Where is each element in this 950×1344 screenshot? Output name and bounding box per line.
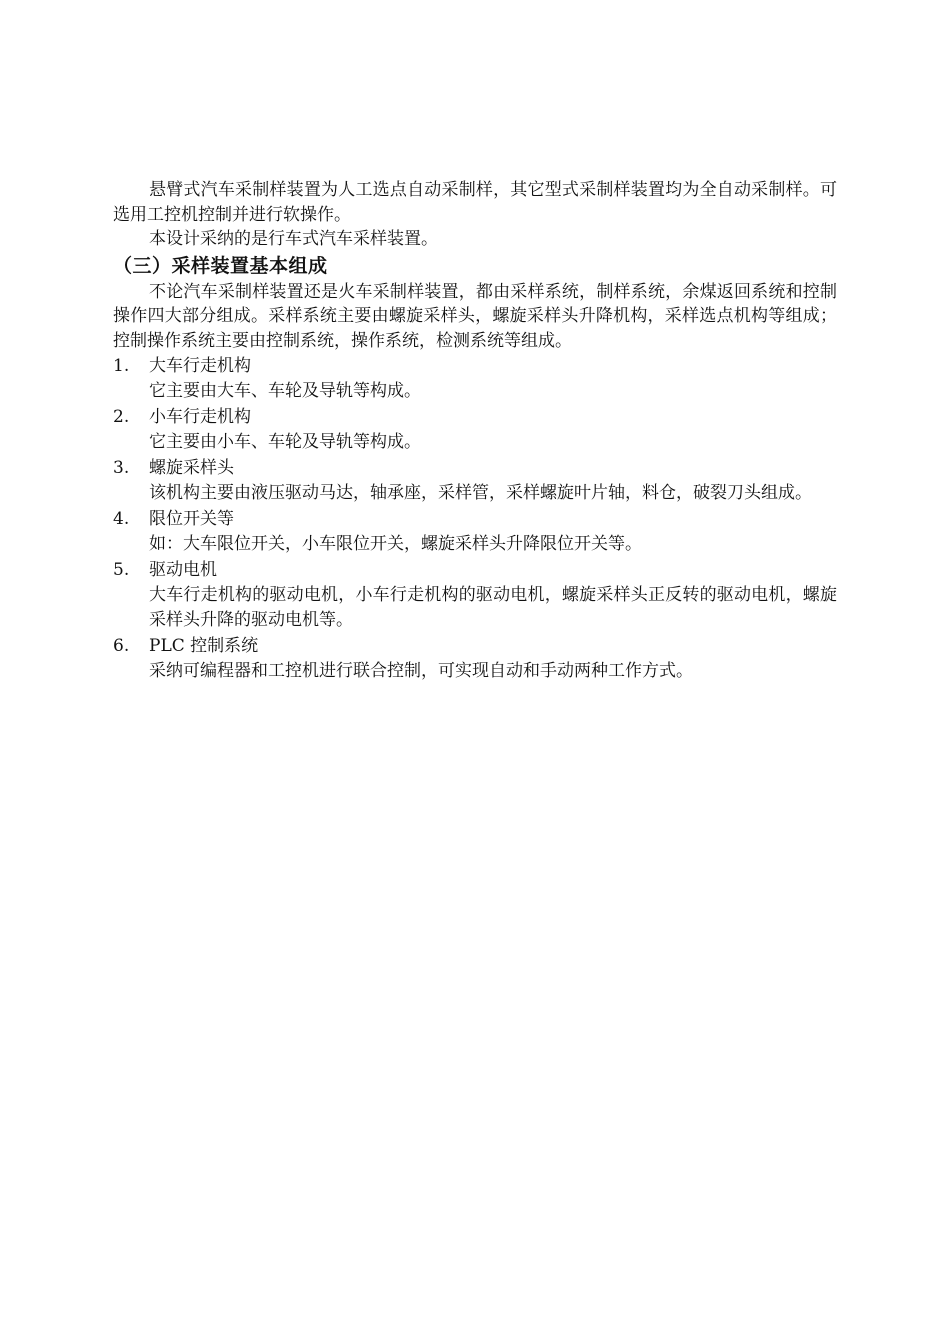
list-item — [113, 404, 837, 455]
item-title: 螺旋采样头 — [149, 458, 234, 478]
document-body — [113, 178, 837, 684]
item-number: 5. — [113, 560, 130, 580]
item-body: 大车行走机构的驱动电机，小车行走机构的驱动电机，螺旋采样头正反转的驱动电机，螺旋采样头升降的驱动电机等。 — [149, 585, 837, 630]
list-item — [113, 353, 837, 404]
list-item — [113, 633, 837, 684]
item-body: 它主要由大车、车轮及导轨等构成。 — [149, 381, 421, 401]
item-title: 大车行走机构 — [149, 356, 251, 376]
item-number: 1. — [113, 356, 130, 376]
section-heading: （三）采样装置基本组成 — [113, 254, 328, 277]
paragraph-design-choice: 本设计采纳的是行车式汽车采样装置。 — [149, 229, 438, 249]
list-item — [113, 455, 837, 506]
item-title: PLC 控制系统 — [149, 636, 259, 656]
item-title: 小车行走机构 — [149, 407, 251, 427]
list-item — [113, 506, 837, 557]
paragraph-cantilever-sampler: 悬臂式汽车采制样装置为人工选点自动采制样，其它型式采制样装置均为全自动采制样。可选用工控机控制并进行软操作。 — [113, 180, 837, 225]
item-number: 4. — [113, 509, 130, 529]
item-body: 采纳可编程器和工控机进行联合控制，可实现自动和手动两种工作方式。 — [149, 661, 693, 681]
section-intro: 不论汽车采制样装置还是火车采制样装置，都由采样系统，制样系统，余煤返回系统和控制操作四大部分组成。采样系统主要由螺旋采样头，螺旋采样头升降机构，采样选点机构等组成；控制操作系统主要由控制系统，操作系统，检测系统等组成。 — [113, 281, 837, 351]
item-title: 驱动电机 — [149, 560, 217, 580]
item-number: 2. — [113, 407, 130, 427]
item-number: 3. — [113, 458, 130, 478]
item-title: 限位开关等 — [149, 509, 234, 529]
item-body: 该机构主要由液压驱动马达，轴承座，采样管，采样螺旋叶片轴，料仓，破裂刀头组成。 — [149, 483, 812, 503]
list-item — [113, 557, 837, 633]
item-number: 6. — [113, 636, 130, 656]
item-body: 它主要由小车、车轮及导轨等构成。 — [149, 432, 421, 452]
item-body: 如：大车限位开关，小车限位开关，螺旋采样头升降限位开关等。 — [149, 534, 642, 554]
